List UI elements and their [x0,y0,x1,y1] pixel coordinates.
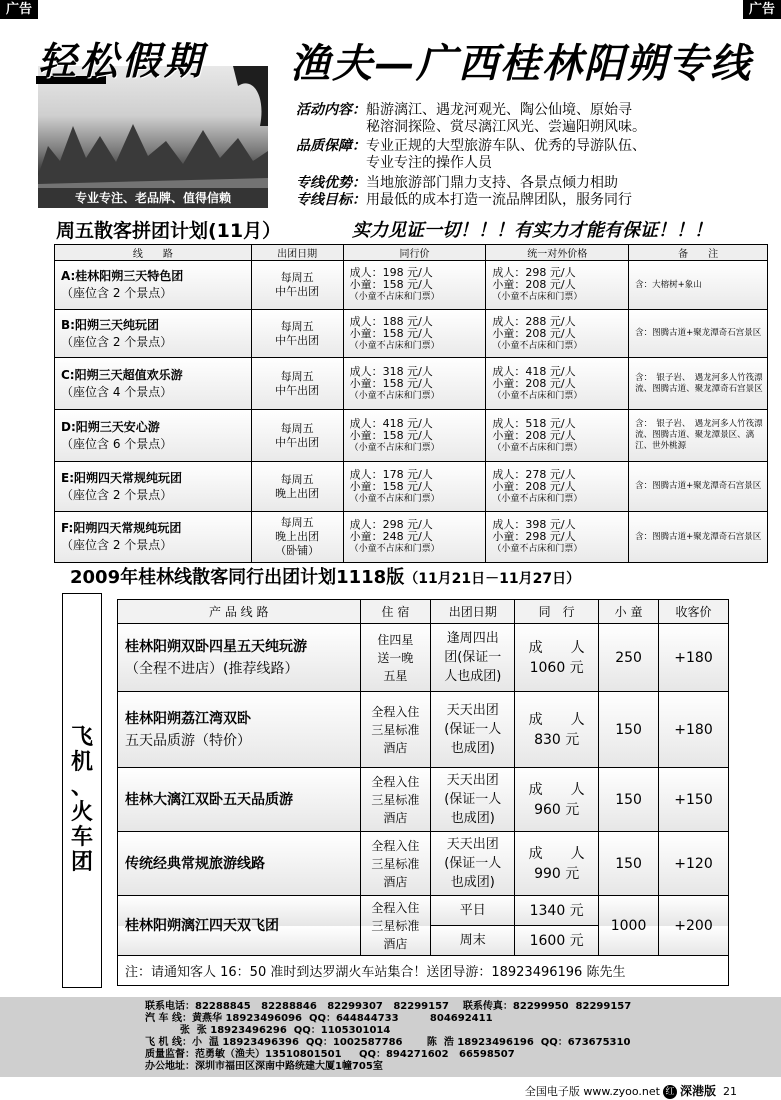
footer-site: 全国电子版 www.zyoo.net [524,1085,660,1098]
route-name: D:阳朔三天安心游 [61,419,160,434]
page-number: 21 [723,1085,737,1098]
contact-line: 联系电话：82288845 82288846 82299307 82299157 联系传真：82299950 82299157 [145,1001,632,1012]
info-label: 活动内容： [296,102,366,118]
contact-line: 汽 车 线：黄燕华 18923496096 QQ：644844733 804692411 [145,1013,493,1024]
col-ext-price: 统一对外价格 [486,245,629,261]
peer-adult: 成人：298 元/人 [349,518,433,531]
table-header-row [118,600,729,624]
ext-note: （小童不占床和门票） [492,544,583,554]
route-seats: （座位含 2 个景点） [61,286,173,300]
peer-child: 小童：158 元/人 [349,428,433,442]
ext-adult: 成人：278 元/人 [492,467,576,481]
date-line: 每周五 [280,421,314,435]
page-footer [525,1082,737,1099]
info-advantage [296,175,766,192]
child-price: 150 [599,832,659,896]
product-name: 桂林大漓江双卧五天品质游 [125,791,293,808]
date-line: 中午出团 [275,285,320,298]
info-activities [296,102,766,136]
peer-child: 小童：158 元/人 [349,326,433,340]
remark: 含：图腾古道+聚龙潭奇石宫景区 [629,462,768,512]
ext-adult: 成人：298 元/人 [492,266,576,279]
peer-child: 小童：248 元/人 [349,530,433,543]
info-label: 专线优势： [296,175,366,191]
col-date: 出团日期 [251,245,343,261]
product-name: 传统经典常规旅游线路 [125,855,265,872]
date-line: 每周五 [280,516,314,529]
slogan-logo: 轻松假期 [38,38,207,83]
product-sub: （全程不进店）(推荐线路） [125,660,299,677]
table-header-row [55,245,768,261]
side-label-char: 飞 [70,725,93,750]
route-name: C:阳朔三天超值欢乐游 [61,367,183,382]
price-addon: +180 [659,692,729,768]
date-line: 每周五 [280,369,314,383]
table-row [55,410,768,462]
info-label: 品质保障： [296,138,366,154]
info-text: 用最低的成本打造一流品牌团队，服务同行 [366,192,632,208]
peer-note: （小童不占床和门票） [349,340,440,351]
peer-price-weekend: 1600 元 [515,926,599,956]
contact-line: 张 张 18923496296 QQ：1105301014 [145,1025,391,1036]
ext-adult: 成人：288 元/人 [492,314,576,328]
ext-adult: 成人：418 元/人 [492,364,576,378]
route-name: F:阳朔四天常规纯玩团 [61,521,182,535]
table-row: 桂林大漓江双卧五天品质游 全程入住 三星标准 酒店 天天出团 (保证一人 也成团) 成 人 960 元 150 +150 [118,768,729,832]
child-price: 150 [599,692,659,768]
table-row [55,261,768,310]
side-label-char: 、 [70,775,93,800]
col-child: 小 童 [599,600,659,624]
peer-note: （小童不占床和门票） [349,390,440,401]
route-seats: （座位含 4 个景点） [61,384,173,399]
child-price: 150 [599,768,659,832]
ext-child: 小童：208 元/人 [492,428,576,442]
section1-title: 周五散客拼团计划(11月） [56,220,282,242]
ext-note: （小童不占床和门票） [492,340,583,351]
contact-line: 质量监督：范勇敏（渔夫）13510801501 QQ：894271602 66598507 [145,1049,515,1060]
info-label: 专线目标： [296,192,366,208]
route-name: B:阳朔三天纯玩团 [61,317,159,332]
col-peer-price: 同行价 [343,245,486,261]
peer-child: 小童：158 元/人 [349,278,433,291]
table-row: 传统经典常规旅游线路 全程入住 三星标准 酒店 天天出团 (保证一人 也成团) 成 人 990 元 150 +120 [118,832,729,896]
section2-title-text: 2009年桂林线散客同行出团计划1118版 [70,567,405,588]
peer-adult: 成人：318 元/人 [349,364,433,378]
contact-panel [0,997,781,1077]
side-label [64,725,100,875]
product-name: 桂林阳朔荔江湾双卧 [125,710,251,727]
section2-dates: （11月21日－11月27日） [404,571,581,587]
departure-weekend: 周末 [431,926,515,956]
peer-note: （小童不占床和门票） [349,544,440,554]
info-text-cont: 专业专注的操作人员 [366,155,492,171]
remark: 含： 银子岩、 遇龙河多人竹筏漂流、图腾古道、聚龙潭奇石宫景区 [629,358,768,410]
route-name: A:桂林阳朔三天特色团 [61,269,184,283]
footer-edition: 深港版 [679,1084,716,1098]
info-goal [296,192,766,209]
ext-child: 小童：208 元/人 [492,376,576,390]
ad-tag-right: 广告 [743,0,781,19]
price-addon: +120 [659,832,729,896]
child-price: 1000 [599,896,659,956]
col-remark: 备 注 [629,245,768,261]
peer-note: （小童不占床和门票） [349,493,440,504]
peer-adult: 成人：178 元/人 [349,467,433,481]
remark: 含：图腾古道+聚龙潭奇石宫景区 [629,310,768,358]
price-addon: +200 [659,896,729,956]
peer-child: 小童：158 元/人 [349,376,433,390]
info-text: 船游漓江、遇龙河观光、陶公仙境、原始寻 [366,102,632,118]
info-text: 当地旅游部门鼎力支持、各景点倾力相助 [366,175,618,191]
remark: 含：大榕树+象山 [629,261,768,310]
ext-child: 小童：208 元/人 [492,479,576,493]
table-row [55,512,768,563]
section1-slogan: 实力见证一切！！！有实力才能有保证！！！ [352,220,712,241]
info-text-cont: 秘溶洞探险、赏尽漓江风光、尝遍阳朔风味。 [366,119,646,135]
route-seats: （座位含 6 个景点） [61,436,173,451]
peer-note: （小童不占床和门票） [349,442,440,453]
table-row [55,310,768,358]
ext-note: （小童不占床和门票） [492,442,583,453]
col-price: 收客价 [659,600,729,624]
table-note-row [118,956,729,986]
price-addon: +150 [659,768,729,832]
date-line: 晚上出团 [275,486,320,500]
section2-title [70,563,580,589]
date-line: 每周五 [280,271,314,284]
product-name: 桂林阳朔双卧四星五天纯玩游 [125,638,307,655]
contact-line: 办公地址：深圳市福田区深南中路统建大厦1幢705室 [145,1061,383,1072]
ext-child: 小童：208 元/人 [492,278,576,291]
table-row [55,462,768,512]
guilin-tour-table [117,599,729,986]
ext-child: 小童：298 元/人 [492,530,576,543]
peer-child: 小童：158 元/人 [349,479,433,493]
route-seats: （座位含 2 个景点） [61,538,173,552]
ext-note: （小童不占床和门票） [492,390,583,401]
friday-tour-table [54,244,768,563]
assembly-note: 注：请通知客人 16：50 准时到达罗湖火车站集合！送团导游：18923496196 陈先生 [118,956,729,986]
route-seats: （座位含 2 个景点） [61,487,173,502]
departure-weekday: 平日 [431,896,515,926]
peer-adult: 成人：188 元/人 [349,314,433,328]
date-line: 每周五 [280,472,314,486]
ext-adult: 成人：398 元/人 [492,518,576,531]
route-seats: （座位含 2 个景点） [61,334,173,349]
ad-tag-left: 广告 [0,0,38,19]
route-name: E:阳朔四天常规纯玩团 [61,470,182,485]
ext-note: （小童不占床和门票） [492,292,583,302]
product-sub: 五天品质游（特价） [125,732,251,749]
date-line: （卧铺） [275,544,320,557]
col-product: 产 品 线 路 [118,600,361,624]
side-label-char: 团 [70,850,93,875]
ext-note: （小童不占床和门票） [492,493,583,504]
peer-price-weekday: 1340 元 [515,896,599,926]
table-row: 桂林阳朔双卧四星五天纯玩游 （全程不进店）(推荐线路） 住四星 送一晚 五星 逢周四出 团(保证一 人也成团) 成 人 1060 元 250 +180 [118,624,729,692]
remark: 含： 银子岩、 遇龙河多人竹筏漂流、图腾古道、聚龙潭景区、漓江、世外桃源 [629,410,768,462]
side-label-char: 车 [70,825,93,850]
peer-note: （小童不占床和门票） [349,292,440,302]
date-line: 每周五 [280,319,314,333]
child-price: 250 [599,624,659,692]
col-peer: 同 行 [515,600,599,624]
table-row [55,358,768,410]
col-stay: 住 宿 [360,600,431,624]
peer-adult: 成人：418 元/人 [349,416,433,430]
side-label-char: 火 [70,800,93,825]
date-line: 中午出团 [275,435,320,449]
col-departure: 出团日期 [431,600,515,624]
peer-adult: 成人：198 元/人 [349,266,433,279]
date-line: 晚上出团 [275,530,320,543]
date-line: 中午出团 [275,383,320,397]
ext-child: 小童：208 元/人 [492,326,576,340]
side-label-char: 机 [70,750,93,775]
price-addon: +180 [659,624,729,692]
edition-logo-icon: 红 [663,1085,677,1099]
info-quality [296,138,766,172]
contact-line: 飞 机 线：小 温 18923496396 QQ：1002587786 陈 浩 18923496196 QQ：673675310 [145,1037,631,1048]
table-row: 桂林阳朔荔江湾双卧 五天品质游（特价） 全程入住 三星标准 酒店 天天出团 (保证一人 也成团) 成 人 830 元 150 +180 [118,692,729,768]
date-line: 中午出团 [275,333,320,347]
remark: 含：图腾古道+聚龙潭奇石宫景区 [629,512,768,563]
product-name: 桂林阳朔漓江四天双飞团 [125,917,279,934]
col-route: 线 路 [55,245,252,261]
info-text: 专业正规的大型旅游车队、优秀的导游队伍、 [366,138,646,154]
table-row: 桂林阳朔漓江四天双飞团 全程入住 三星标准 酒店 平日 1340 元 1000 +200 [118,896,729,926]
photo-caption: 专业专注、老品牌、值得信赖 [38,188,268,208]
headline: 渔夫—广西桂林阳朔专线 [290,40,752,87]
ext-adult: 成人：518 元/人 [492,416,576,430]
